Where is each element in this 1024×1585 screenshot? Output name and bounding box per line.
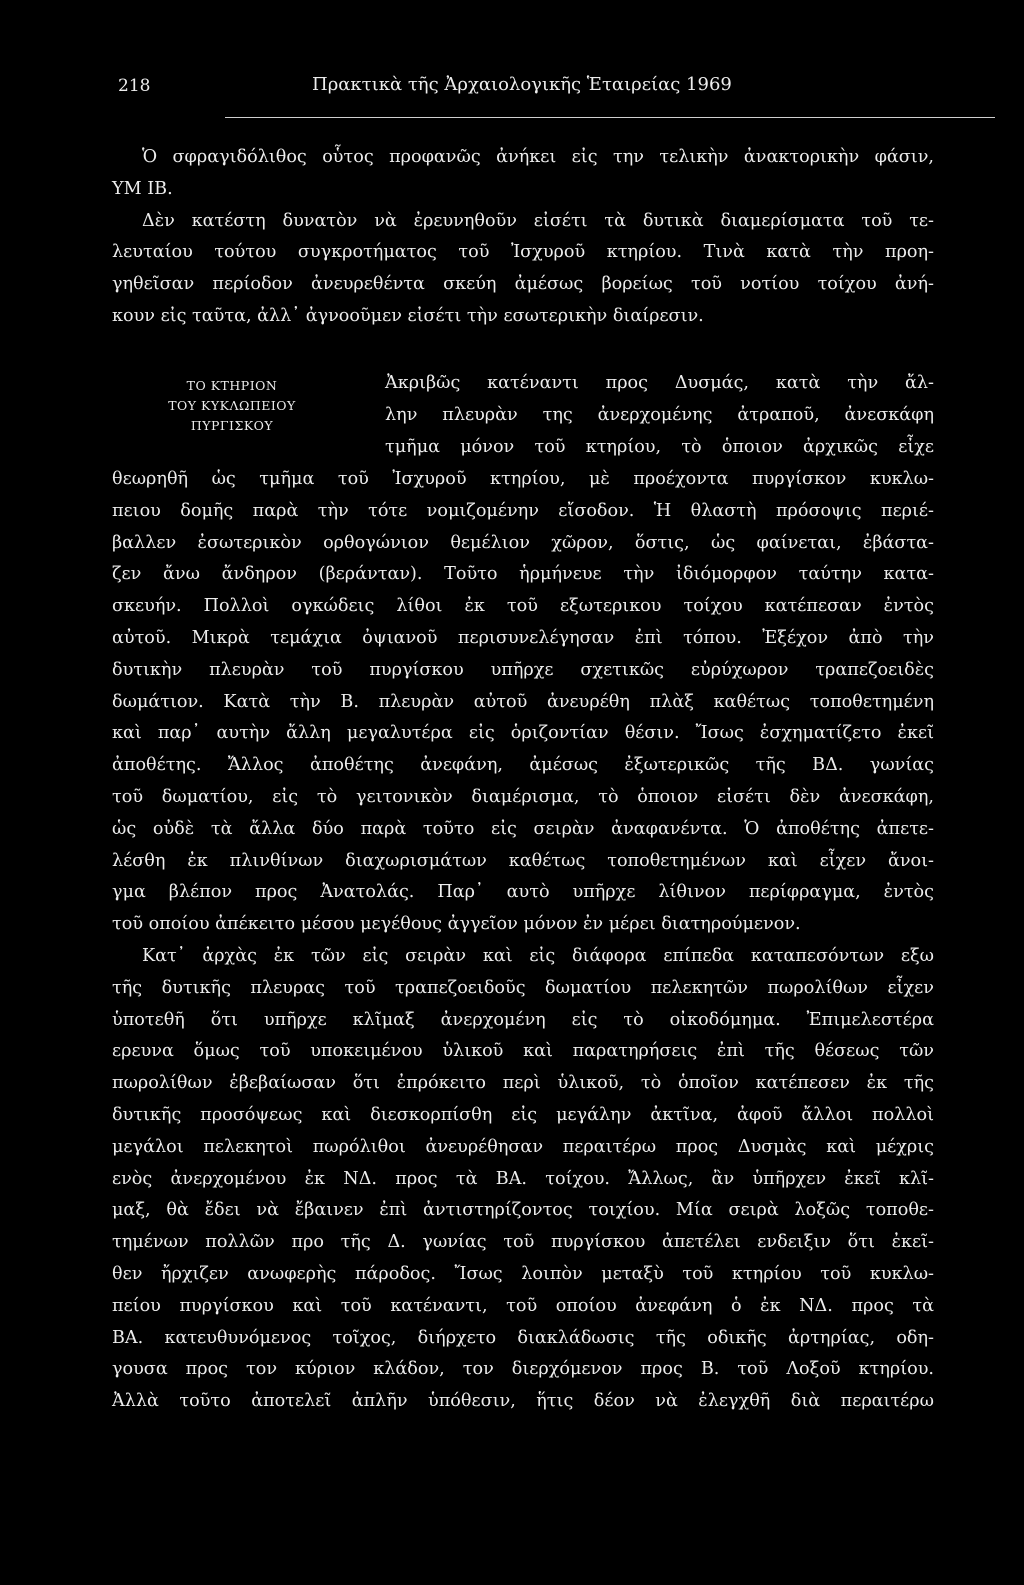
- text-line: πείου πυργίσκου καὶ τοῦ κατέναντι, τοῦ οποίου ἀνεφάνη ὁ ἐκ ΝΔ. προς τὰ: [112, 1295, 934, 1316]
- paragraph-western-rooms: [112, 206, 934, 333]
- text-line: ὡς οὐδὲ τὰ ἄλλα δύο παρὰ τοῦτο εἰς σειρὰν ἀναφανέντα. Ὁ ἀποθέτης ἀπετε-: [112, 818, 934, 839]
- text-line: βαλλεν ἐσωτερικὸν ορθογώνιον θεμέλιον χῶρον, ὅστις, ὡς φαίνεται, ἐβάστα-: [112, 532, 934, 553]
- text-line: πωρολίθων ἐβεβαίωσαν ὅτι ἐπρόκειτο περὶ ὑλικοῦ, τὸ ὁποῖον κατέπεσεν ἐκ τῆς: [112, 1073, 934, 1094]
- text-line: δυτικὴν πλευρὰν τοῦ πυργίσκου υπῆρχε σχετικῶς εὐρύχωρον τραπεζοειδὲς: [112, 659, 934, 680]
- text-line: ΒΑ. κατευθυνόμενος τοῖχος, διήρχετο διακλάδωσις τῆς οδικῆς ἀρτηρίας, οδη-: [112, 1327, 934, 1348]
- text-line: τῆς δυτικῆς πλευρας τοῦ τραπεζοειδοῦς δωματίου πελεκητῶν πωρολίθων εἶχεν: [112, 977, 934, 998]
- text-line: θεωρηθῆ ὡς τμῆμα τοῦ Ἰσχυροῦ κτηρίου, μὲ προέχοντα πυργίσκον κυκλω-: [112, 469, 934, 489]
- text-line: τοῦ οποίου ἀπέκειτο μέσου μεγέθους ἀγγεῖον μόνον ἐν μέρει διατηρούμενον.: [112, 914, 801, 935]
- page-header: [118, 72, 934, 100]
- text-line: λην πλευρὰν της ἀνερχομένης ἀτραποῦ, ἀνεσκάφη: [385, 404, 934, 425]
- text-line: δωμάτιον. Κατὰ τὴν Β. πλευρὰν αὐτοῦ ἀνευρέθη πλὰξ καθέτως τοποθετημένη: [112, 691, 934, 712]
- text-body: [112, 464, 934, 1418]
- text-line: ζεν ἄνω ἄνδηρον (βεράνταν). Τοῦτο ἡρμήνευε τὴν ἰδιόμορφον ταύτην κατα-: [112, 564, 934, 585]
- text-line: γμα βλέπον προς Ἀνατολάς. Παρ᾽ αυτὸ υπῆρχε λίθινον περίφραγμα, ἐντὸς: [112, 882, 934, 903]
- text-line: δυτικῆς προσόψεως καὶ διεσκορπίσθη εἰς μεγάλην ἀκτῖνα, ἀφοῦ ἄλλοι πολλοὶ: [112, 1104, 934, 1125]
- header-rule: [225, 117, 995, 118]
- margin-heading-line: ΤΟ ΚΤΗΡΙΟΝ: [186, 378, 278, 393]
- text-line: αὐτοῦ. Μικρὰ τεμάχια ὀψιανοῦ περισυνελέγησαν ἐπὶ τόπου. Ἐξέχον ἀπὸ τὴν: [112, 627, 934, 648]
- text-line: μεγάλοι πελεκητοὶ πωρόλιθοι ἀνευρέθησαν περαιτέρω προς Δυσμὰς καὶ μέχρις: [112, 1136, 934, 1157]
- margin-heading-line: ΠΥΡΓΙΣΚΟΥ: [190, 418, 274, 433]
- text-line: ερευνα ὅμως τοῦ υποκειμένου ὑλικοῦ καὶ παρατηρήσεις ἐπὶ τῆς θέσεως τῶν: [112, 1041, 934, 1062]
- text-line: κουν εἰς ταῦτα, ἀλλ᾽ ἀγνοοῦμεν εἰσέτι τὴν εσωτερικὴν διαίρεσιν.: [112, 305, 704, 326]
- text-line: Ἀλλὰ τοῦτο ἀποτελεῖ ἀπλῆν ὑπόθεσιν, ἥτις δέον νὰ ἐλεγχθῆ διὰ περαιτέρω: [112, 1391, 934, 1412]
- text-line: ΥΜ ΙΒ.: [112, 178, 173, 199]
- text-line: καὶ παρ᾽ αυτὴν ἄλλη μεγαλυτέρα εἰς ὁριζοντίαν θέσιν. Ἴσως ἐσχηματίζετο ἐκεῖ: [112, 723, 934, 744]
- text-line: Ἀκριβῶς κατέναντι προς Δυσμάς, κατὰ τὴν ἄλ-: [385, 373, 934, 393]
- text-line: Κατ᾽ ἀρχὰς ἐκ τῶν εἰς σειρὰν καὶ εἰς διάφορα επίπεδα καταπεσόντων εξω: [142, 945, 934, 966]
- running-title: Πρακτικὰ τῆς Ἀρχαιολογικῆς Ἑταιρείας 1969: [312, 74, 732, 95]
- text-line: σκευήν. Πολλοὶ ογκώδεις λίθοι ἐκ τοῦ εξωτερικου τοίχου κατέπεσαν ἐντὸς: [112, 596, 934, 617]
- text-line: ὑποτεθῆ ὅτι υπῆρχε κλῖμαξ ἀνερχομένη εἰς τὸ οἰκοδόμημα. Ἐπιμελεστέρα: [112, 1009, 934, 1030]
- text-line: ἀποθέτης. Ἄλλος ἀποθέτης ἀνεφάνη, ἀμέσως ἐξωτερικῶς τῆς ΒΔ. γωνίας: [112, 755, 934, 776]
- text-line: τημένων πολλῶν προ τῆς Δ. γωνίας τοῦ πυργίσκου ἀπετέλει ενδειξιν ὅτι ἐκεῖ-: [112, 1232, 934, 1253]
- text-line: Ὁ σφραγιδόλιθος οὗτος προφανῶς ἀνήκει εἰς την τελικὴν ἀνακτορικὴν φάσιν,: [142, 147, 934, 167]
- text-line: Δὲν κατέστη δυνατὸν νὰ ἐρευνηθοῦν εἰσέτι τὰ δυτικὰ διαμερίσματα τοῦ τε-: [142, 210, 934, 231]
- text-line: τοῦ δωματίου, εἰς τὸ γειτονικὸν διαμέρισμα, τὸ ὁποιον εἰσέτι δὲν ἀνεσκάφη,: [112, 786, 934, 807]
- paragraph-seal: [112, 142, 934, 206]
- text-line: λευταίου τούτου συγκροτήματος τοῦ Ἰσχυροῦ κτηρίου. Τινὰ κατὰ τὴν προη-: [112, 242, 934, 263]
- page-number: 218: [118, 76, 151, 96]
- margin-heading: [112, 376, 352, 436]
- text-line: γηθεῖσαν περίοδον ἀνευρεθέντα σκεύη ἀμέσως βορείως τοῦ νοτίου τοίχου ἀνή-: [112, 274, 934, 295]
- text-line: λέσθη ἐκ πλινθίνων διαχωρισμάτων καθέτως τοποθετημένων καὶ εἶχεν ἄνοι-: [112, 850, 934, 871]
- text-top: [112, 142, 934, 333]
- text-line: μαξ, θὰ ἔδει νὰ ἔβαινεν ἐπὶ ἀντιστηρίζοντος τοιχίου. Μία σειρὰ λοξῶς τοποθε-: [112, 1200, 934, 1221]
- text-line: πειου δομῆς παρὰ τὴν τότε νομιζομένην εἴσοδον. Ἡ θλαστὴ πρόσοψις περιέ-: [112, 500, 934, 521]
- margin-heading-line: ΤΟΥ ΚΥΚΛΩΠΕΙΟΥ: [168, 398, 296, 413]
- text-line: τμῆμα μόνον τοῦ κτηρίου, τὸ ὁποιον ἀρχικῶς εἶχε: [385, 436, 934, 457]
- paragraph-porolithoi: [112, 941, 934, 1418]
- paragraph-cyclopean-rest: [112, 464, 934, 941]
- text-line: ενὸς ἀνερχομένου ἐκ ΝΔ. προς τὰ ΒΑ. τοίχου. Ἄλλως, ἂν ὑπῆρχεν ἐκεῖ κλῖ-: [112, 1168, 934, 1189]
- paragraph-cyclopean-start: [385, 368, 934, 463]
- text-line: γουσα προς τον κύριον κλάδον, τον διερχόμενον προς Β. τοῦ Λοξοῦ κτηρίου.: [112, 1359, 934, 1380]
- text-line: θεν ἤρχιζεν ανωφερὴς πάροδος. Ἴσως λοιπὸν μεταξὺ τοῦ κτηρίου τοῦ κυκλω-: [112, 1263, 934, 1284]
